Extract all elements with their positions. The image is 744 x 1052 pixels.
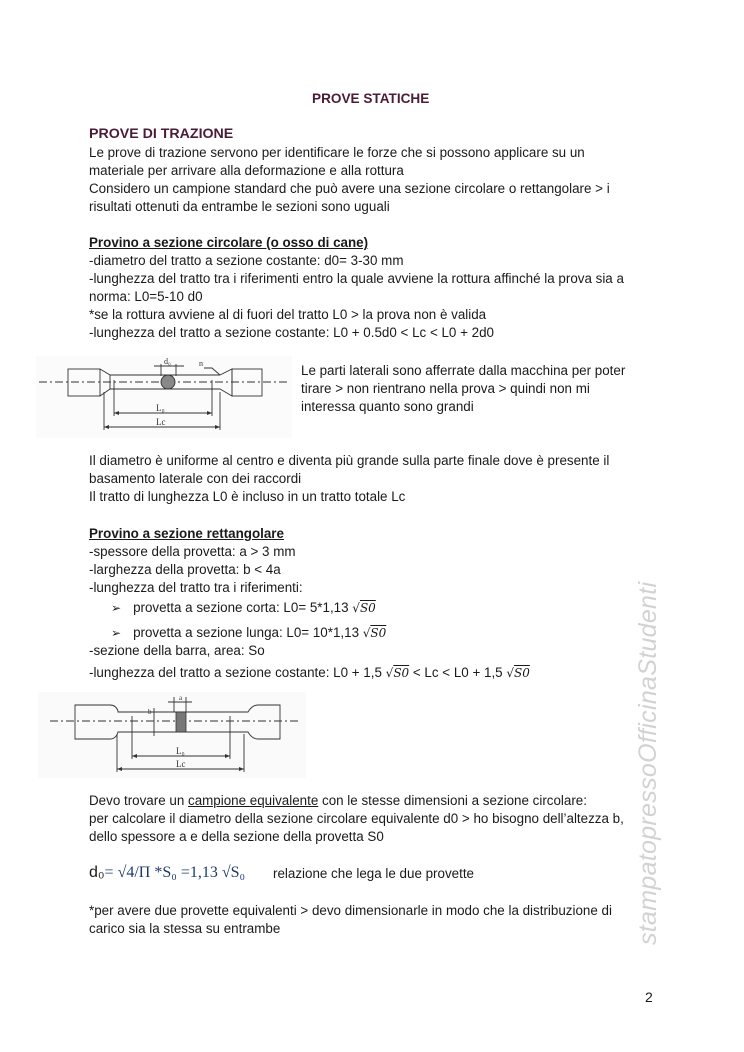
paragraph-line: Considero un campione standard che può avere una sezione circolare o rettangolare > i xyxy=(89,181,610,196)
paragraph-line: materiale per arrivare alla deformazione e alla rottura xyxy=(89,163,404,178)
lc-label: Lc xyxy=(156,417,166,427)
arrow-bullet-icon: ➢ xyxy=(111,626,122,640)
sqrt-expression: √S0 xyxy=(385,666,410,680)
b-label: b xyxy=(148,708,152,716)
section-heading-circolare: Provino a sezione circolare (o osso di cane) xyxy=(89,235,369,250)
paragraph-line: -lunghezza del tratto tra i riferimenti entro la quale avviene la rottura affinché la prova sia a xyxy=(89,271,624,286)
arrow-bullet-icon: ➢ xyxy=(111,601,122,615)
a-label: a xyxy=(179,694,183,702)
paragraph-line: Il tratto di lunghezza L0 è incluso in un tratto totale Lc xyxy=(89,489,406,504)
paragraph-line: -sezione della barra, area: So xyxy=(89,643,265,658)
l0-label: L₀ xyxy=(156,403,165,413)
watermark-text: stampatopressoOfficinaStudenti xyxy=(634,581,662,945)
paragraph-line: basamento laterale con dei raccordi xyxy=(89,471,302,486)
paragraph-line: *per avere due provette equivalenti > devo dimensionarle in modo che la distribuzione di xyxy=(89,903,612,918)
paragraph-line: carico sia la stessa su entrambe xyxy=(89,921,281,936)
paragraph-line: -lunghezza del tratto a sezione costante: L0 + 0.5d0 < Lc < L0 + 2d0 xyxy=(89,325,494,340)
paragraph-line: -lunghezza del tratto tra i riferimenti: xyxy=(89,580,303,595)
l0-label: L₀ xyxy=(176,746,185,756)
paragraph-line: dello spessore a e della sezione della provetta S0 xyxy=(89,829,384,844)
page-number: 2 xyxy=(645,989,653,1005)
section-heading-trazione: PROVE DI TRAZIONE xyxy=(89,126,234,142)
side-note-line: tirare > non rientrano nella prova > quindi non mi xyxy=(301,381,590,396)
paragraph-line: Il diametro è uniforme al centro e diventa più grande sulla parte finale dove è presente il xyxy=(89,453,610,468)
side-note-line: interessa quanto sono grandi xyxy=(301,399,474,414)
sqrt-expression: √S0 xyxy=(352,601,376,615)
rectangular-specimen-diagram xyxy=(8,692,306,778)
paragraph-line: risultati ottenuti da entrambe le sezioni sono uguali xyxy=(89,199,390,214)
bullet-item: ➢ provetta a sezione corta: L0= 5*1,13 √S0 xyxy=(111,600,376,615)
formula-note: relazione che lega le due provette xyxy=(273,866,474,881)
paragraph-line: -lunghezza del tratto a sezione costante: L0 + 1,5 √S0 < Lc < L0 + 1,5 √S0 xyxy=(89,665,530,680)
lc-label: Lc xyxy=(176,759,186,769)
radius-label: n xyxy=(199,359,203,368)
paragraph-line: Le prove di trazione servono per identificare le forze che si possono applicare su un xyxy=(89,145,585,160)
section-heading-rettangolare: Provino a sezione rettangolare xyxy=(89,526,284,541)
paragraph-line: Devo trovare un campione equivalente con le stesse dimensioni a sezione circolare: xyxy=(89,793,587,808)
sqrt-expression: √S0 xyxy=(362,626,387,640)
paragraph-line: *se la rottura avviene al di fuori del tratto L0 > la prova non è valida xyxy=(89,307,487,322)
paragraph-line: norma: L0=5-10 d0 xyxy=(89,289,203,304)
circular-specimen-diagram xyxy=(36,356,292,438)
sqrt-expression: √S0 xyxy=(506,666,530,680)
paragraph-line: per calcolare il diametro della sezione circolare equivalente d0 > ho bisogno dell’altezza b, xyxy=(89,811,624,826)
equivalence-formula: d₀= √4/Π *S₀ =1,13 √S₀ xyxy=(89,864,246,881)
paragraph-line: -larghezza della provetta: b < 4a xyxy=(89,562,281,577)
bullet-item: ➢ provetta a sezione lunga: L0= 10*1,13 √S0 xyxy=(111,625,387,640)
page-title: PROVE STATICHE xyxy=(312,91,430,106)
side-note-line: Le parti laterali sono afferrate dalla macchina per poter xyxy=(301,363,626,378)
underlined-term: campione equivalente xyxy=(188,793,319,808)
d0-label: d₀ xyxy=(164,357,171,366)
paragraph-line: -spessore della provetta: a > 3 mm xyxy=(89,544,296,559)
paragraph-line: -diametro del tratto a sezione costante: d0= 3-30 mm xyxy=(89,253,404,268)
